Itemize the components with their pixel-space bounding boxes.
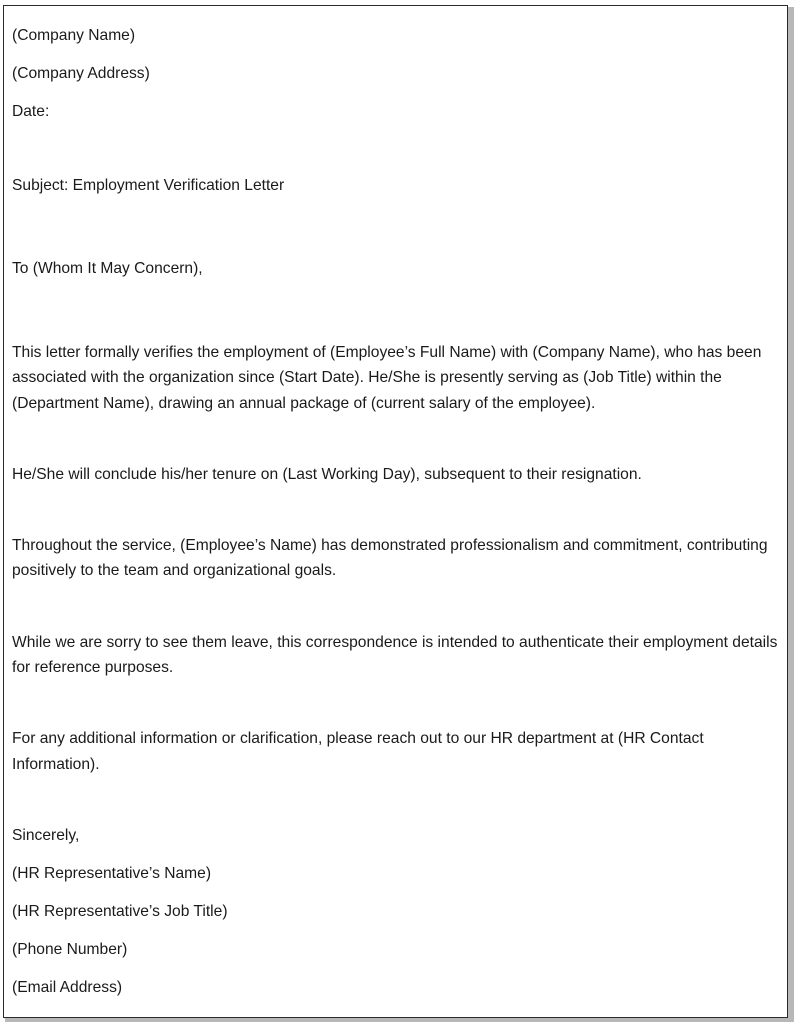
letter-body <box>4 6 787 1000</box>
body-paragraph-employment-details: This letter formally verifies the employment of (Employee’s Full Name) with (Company Name), who has been associated with the organization since (Start Date). He/She is presently serving as (Job Title) within the (Department Name), drawing an annual package of (current salary of the employee). <box>12 344 762 412</box>
body-paragraph-purpose: While we are sorry to see them leave, this correspondence is intended to authenticate their employment details for reference purposes. <box>12 633 778 677</box>
sign-off-line: Sincerely, <box>12 826 80 844</box>
hr-representative-job-title-line: (HR Representative’s Job Title) <box>12 902 228 920</box>
phone-number-line: (Phone Number) <box>12 940 128 958</box>
email-address-line: (Email Address) <box>12 978 123 996</box>
company-name-line: (Company Name) <box>12 27 136 44</box>
spacer-before-closing <box>12 777 779 823</box>
company-address-line: (Company Address) <box>12 65 150 82</box>
hr-representative-name-line: (HR Representative’s Name) <box>12 864 212 882</box>
salutation-line: To (Whom It May Concern), <box>12 260 203 277</box>
spacer-before-subject <box>12 137 779 173</box>
spacer-before-salutation <box>12 211 779 256</box>
spacer-before-paragraph-5 <box>12 680 779 726</box>
date-line: Date: <box>12 103 50 120</box>
spacer-before-paragraph-1 <box>12 294 779 340</box>
subject-line: Subject: Employment Verification Letter <box>12 177 285 194</box>
body-paragraph-tenure-conclusion: He/She will conclude his/her tenure on (Last Working Day), subsequent to their resignation. <box>12 465 642 483</box>
spacer-before-paragraph-2 <box>12 416 779 462</box>
body-paragraph-contact: For any additional information or clarification, please reach out to our HR department at (HR Contact Information). <box>12 730 704 773</box>
body-paragraph-performance: Throughout the service, (Employee’s Name) has demonstrated professionalism and commitment, contributing positively to the team and organizational goals. <box>12 537 768 580</box>
spacer-before-paragraph-4 <box>12 584 779 630</box>
spacer-before-paragraph-3 <box>12 487 779 533</box>
document-page <box>3 5 788 1018</box>
